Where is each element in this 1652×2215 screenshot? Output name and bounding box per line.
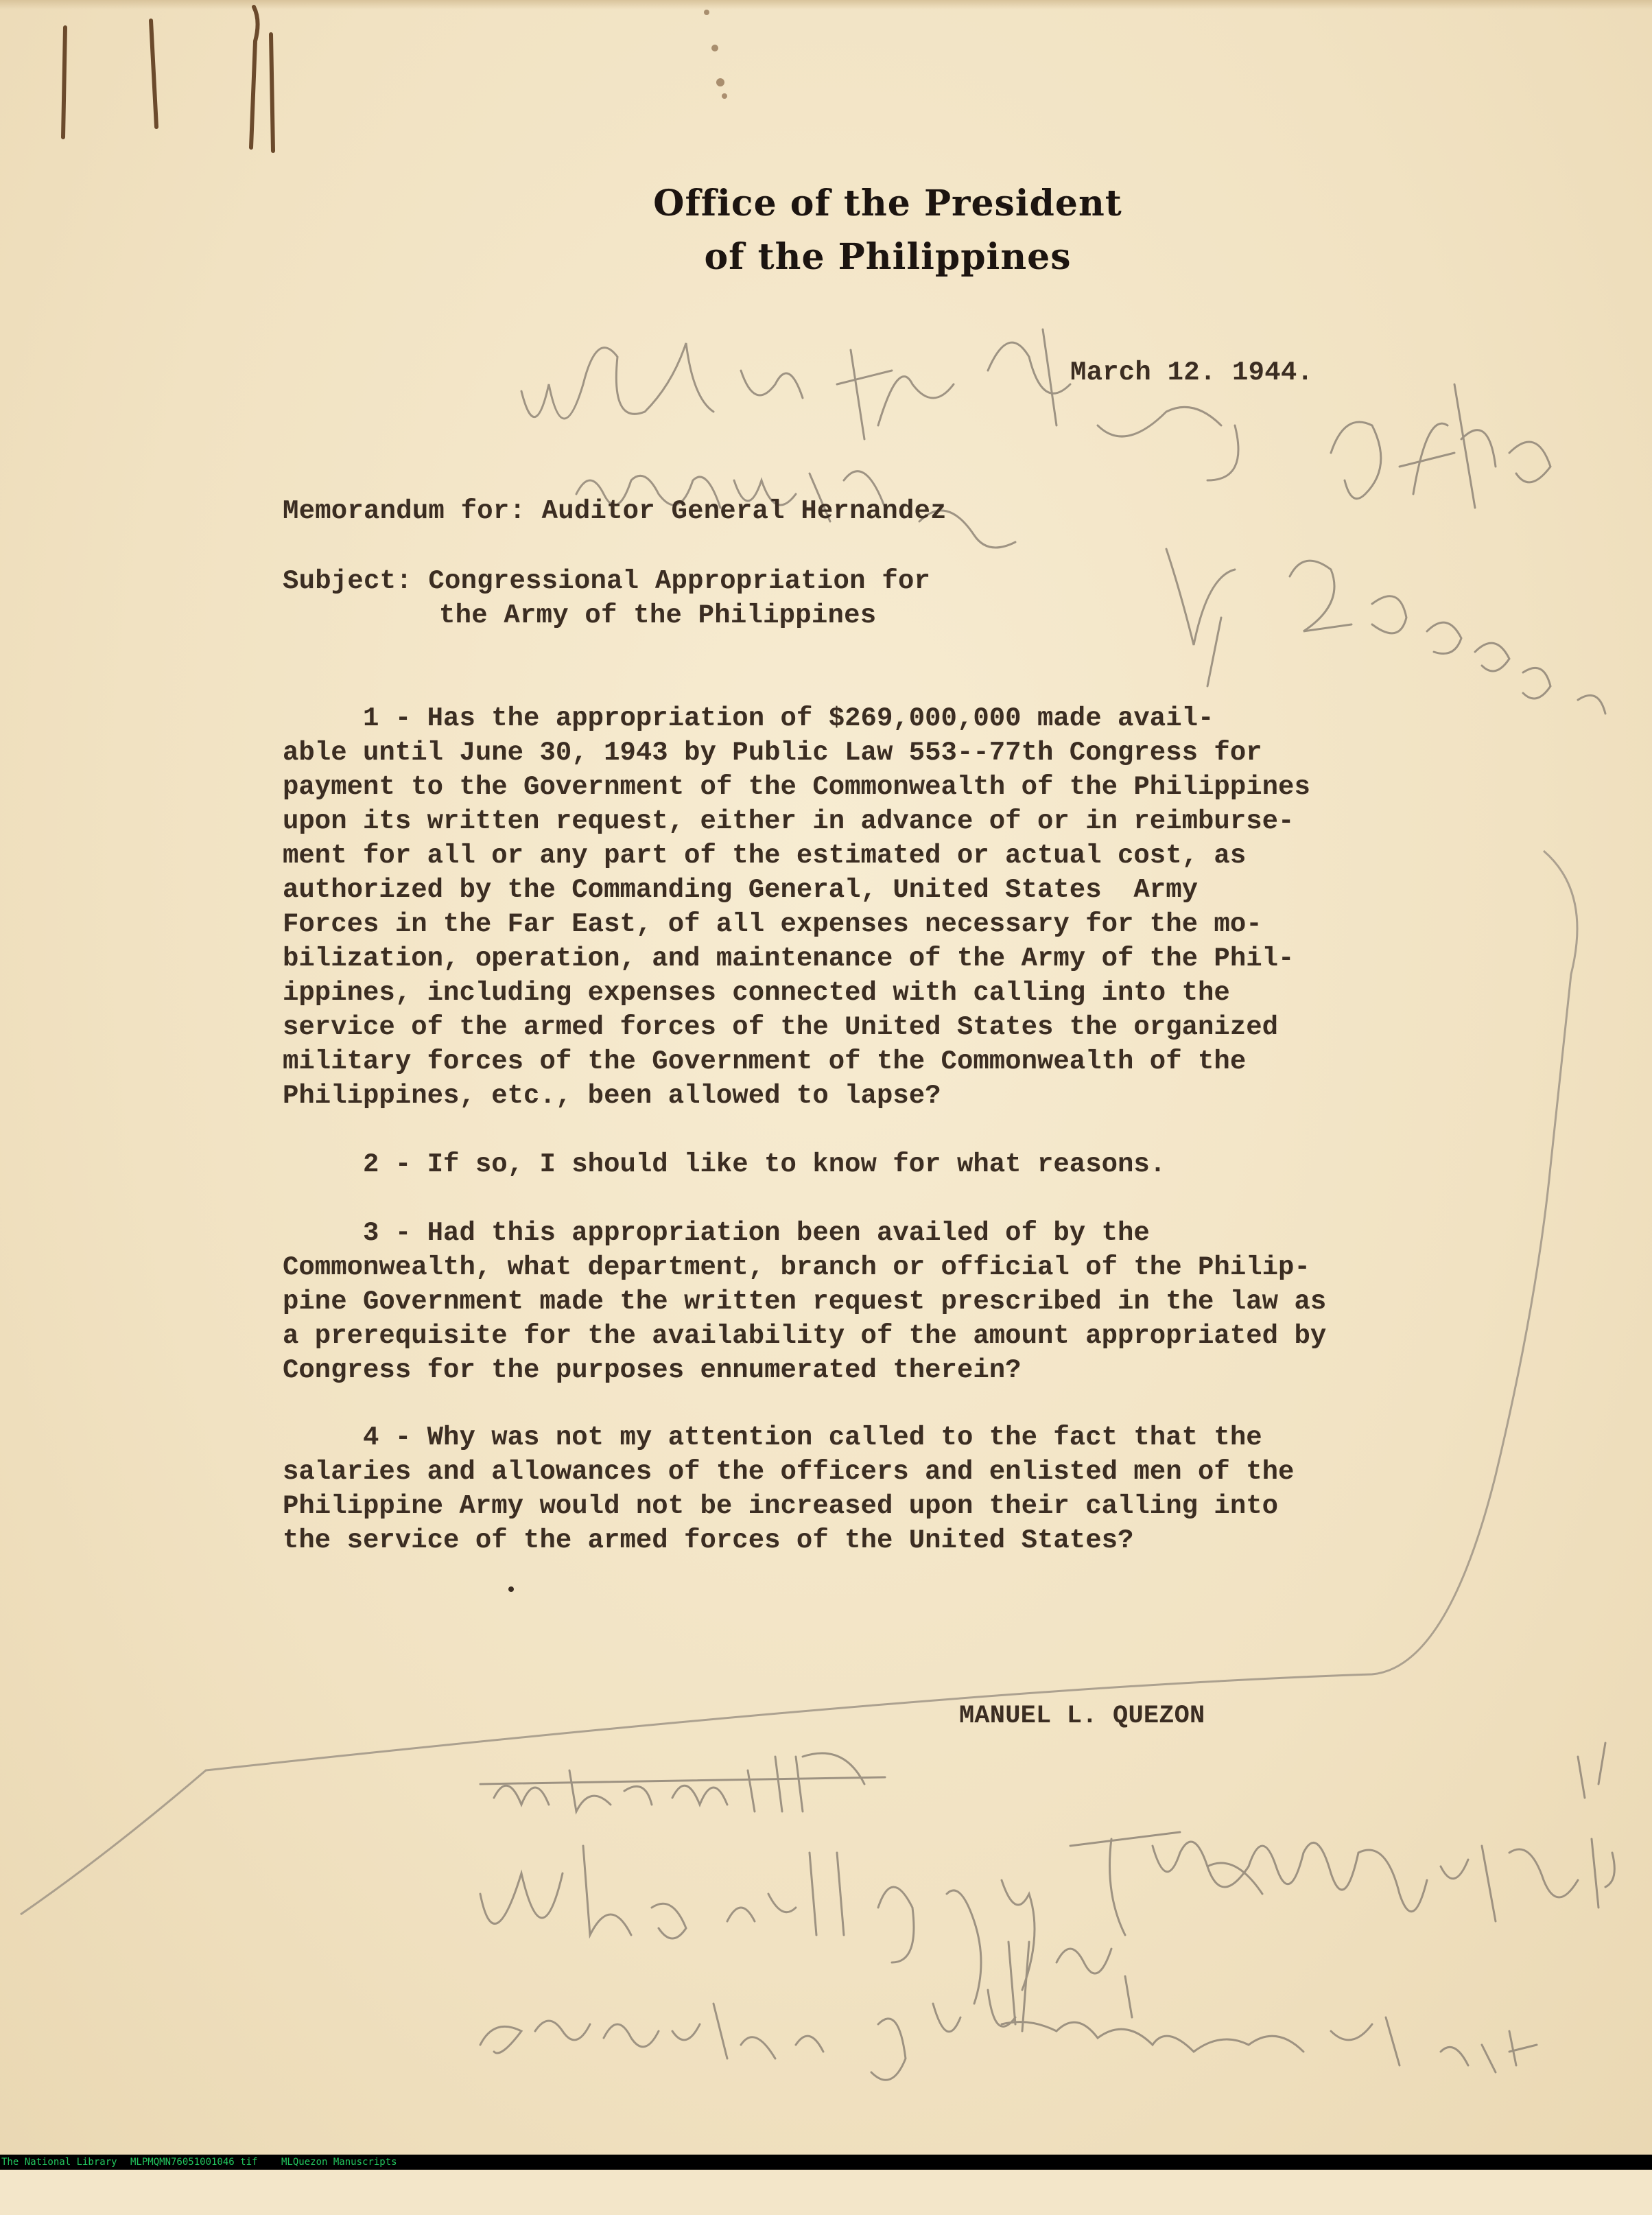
paragraph-line: Congress for the purposes ennumerated therein? — [283, 1355, 1022, 1385]
footer-collection: MLQuezon Manuscripts — [281, 2157, 397, 2168]
paragraph-line: the service of the armed forces of the United States? — [283, 1525, 1134, 1556]
paragraph-line: salaries and allowances of the officers and enlisted men of the — [283, 1457, 1295, 1487]
paragraph-line: ment for all or any part of the estimated or actual cost, as — [283, 841, 1247, 871]
memo-date: March 12. 1944. — [1070, 358, 1314, 388]
paragraph-line: military forces of the Government of the Commonwealth of the — [283, 1046, 1247, 1077]
scan-edge-shadow — [0, 0, 1652, 10]
paragraph-line: Forces in the Far East, of all expenses necessary for the mo- — [283, 909, 1262, 939]
paragraph-1 — [283, 701, 1415, 1113]
paragraph-line: ippines, including expenses connected with calling into the — [283, 978, 1230, 1008]
paragraph-line: Philippine Army would not be increased upon their calling into — [283, 1491, 1279, 1521]
memo-subject-line-2: the Army of the Philippines — [439, 600, 877, 631]
paragraph-line: Philippines, etc., been allowed to lapse? — [283, 1081, 941, 1111]
paragraph-line: service of the armed forces of the United States the organized — [283, 1012, 1279, 1042]
paragraph-line: authorized by the Commanding General, United States Army — [283, 875, 1199, 905]
paragraph-line: pine Government made the written request prescribed in the law as — [283, 1287, 1327, 1317]
paragraph-line: 2 - If so, I should like to know for what reasons. — [283, 1149, 1166, 1180]
paragraph-3 — [283, 1216, 1415, 1387]
paragraph-2 — [283, 1147, 1415, 1182]
paragraph-line: Commonwealth, what department, branch or official of the Philip- — [283, 1252, 1310, 1282]
letterhead — [0, 177, 1652, 284]
paragraph-line: able until June 30, 1943 by Public Law 553--77th Congress for — [283, 738, 1262, 768]
memo-subject-line-1: Subject: Congressional Appropriation for — [283, 566, 931, 596]
signature-name: MANUEL L. QUEZON — [959, 1702, 1205, 1731]
letterhead-line-1: Office of the President — [653, 183, 1122, 224]
footer-library: The National Library — [1, 2157, 117, 2168]
paragraph-line: 3 - Had this appropriation been availed of by the — [283, 1218, 1150, 1248]
paragraph-line: a prerequisite for the availability of the amount appropriated by — [283, 1321, 1327, 1351]
archive-footer-bar — [0, 2155, 1652, 2170]
paragraph-line: upon its written request, either in advance of or in reimburse- — [283, 806, 1295, 836]
paragraph-line: bilization, operation, and maintenance of the Army of the Phil- — [283, 944, 1295, 974]
letterhead-line-2: of the Philippines — [704, 236, 1072, 278]
footer-filename: MLPMQMN76051001046 tif — [130, 2157, 258, 2168]
paragraph-line: payment to the Government of the Commonwealth of the Philippines — [283, 772, 1310, 802]
paragraph-line: 4 - Why was not my attention called to the fact that the — [283, 1422, 1262, 1453]
paragraph-line: 1 - Has the appropriation of $269,000,000 made avail- — [283, 703, 1214, 734]
paragraph-4 — [283, 1420, 1415, 1558]
memo-recipient: Memorandum for: Auditor General Hernandez — [283, 496, 947, 526]
